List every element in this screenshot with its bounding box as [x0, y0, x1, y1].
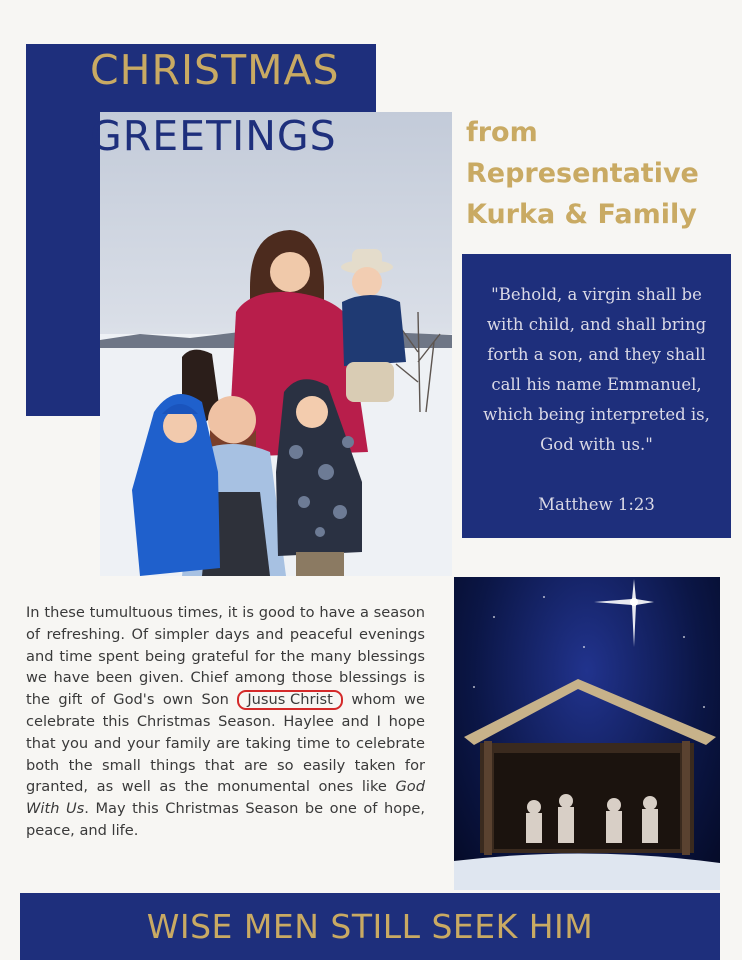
from-line-3: Kurka & Family: [466, 199, 697, 230]
title-greetings: GREETINGS: [90, 112, 337, 160]
quote-line: forth a son, and they shall: [487, 345, 706, 364]
from-line-1: from: [466, 117, 538, 148]
circled-name-annotation: Jusus Christ: [237, 690, 342, 710]
footer-text: WISE MEN STILL SEEK HIM: [146, 907, 594, 946]
message-part-1: In these tumultuous times, it is good to have a season of refreshing. Of simpler days and peaceful evenings and time spent being grateful for the many blessings we have been given. Chief among those blessings is the gift of God's own Son: [26, 604, 425, 709]
family-photo: [100, 112, 452, 576]
family-photo-illustration: [100, 112, 452, 576]
nativity-illustration: [454, 577, 720, 890]
quote-reference: Matthew 1:23: [538, 495, 655, 514]
quote-line: God with us.": [540, 435, 653, 454]
quote-line: which being interpreted is,: [483, 405, 710, 424]
nativity-scene-image: [454, 577, 720, 890]
quote-line: with child, and shall bring: [486, 315, 707, 334]
quote-line: "Behold, a virgin shall be: [491, 285, 702, 304]
from-line-2: Representative: [466, 158, 699, 189]
message-part-3: . May this Christmas Season be one of hope, peace, and life.: [26, 800, 426, 839]
greeting-message: [26, 602, 425, 842]
star-icon: [594, 579, 654, 647]
footer-banner: [20, 893, 720, 960]
message-part-2: whom we celebrate this Christmas Season. Haylee and I hope that you and your family are taking time to celebrate both the small things that are so easily taken for granted, as well as the monumental ones like: [26, 691, 426, 796]
quote-line: call his name Emmanuel,: [491, 375, 702, 394]
scripture-quote-box: [462, 254, 731, 538]
title-christmas: CHRISTMAS: [90, 46, 340, 94]
message-italic-phrase: God With Us: [26, 778, 426, 818]
from-heading: [466, 112, 736, 235]
